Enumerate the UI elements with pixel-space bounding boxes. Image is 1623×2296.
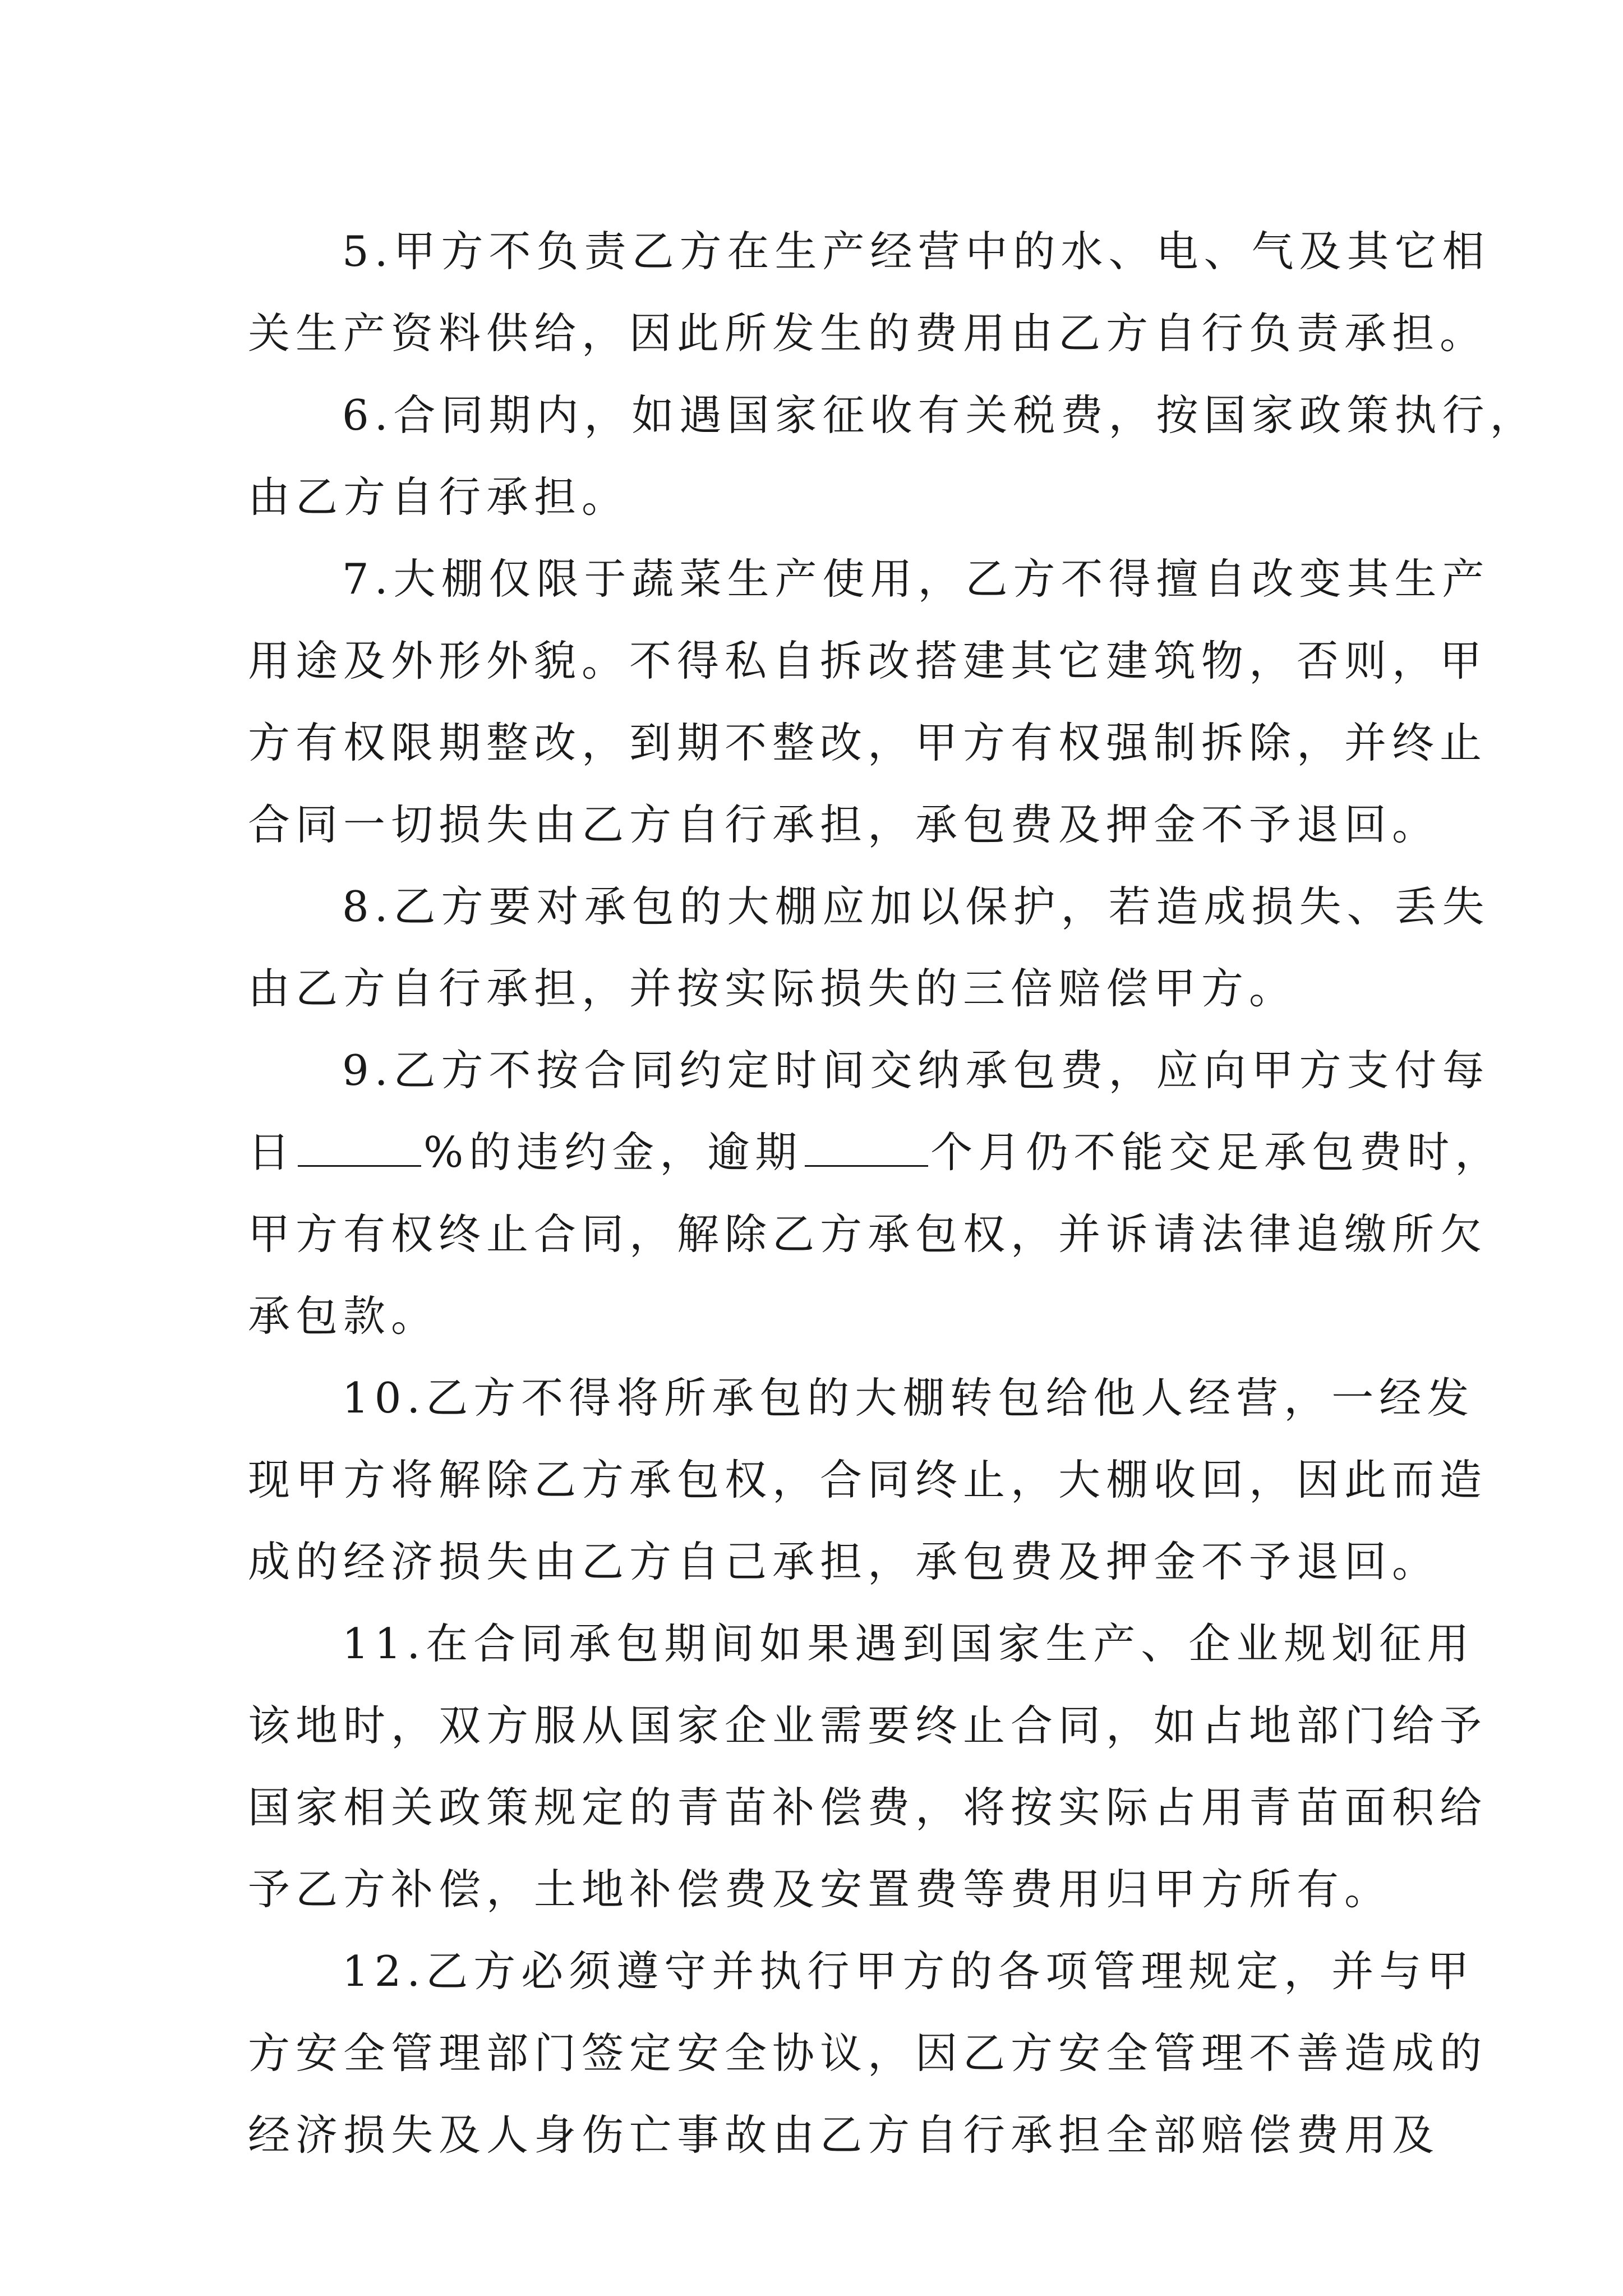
clause-5 xyxy=(248,210,1490,374)
clause-8 xyxy=(248,866,1490,1029)
clause-5-line-1: 5.甲方不负责乙方在生产经营中的水、电、气及其它相 xyxy=(342,227,1490,276)
clause-10 xyxy=(248,1357,1488,1603)
clause-7-line-1: 7.大棚仅限于蔬菜生产使用，乙方不得擅自改变其生产 xyxy=(342,554,1490,604)
clause-12-line-2: 方安全管理部门签定安全协议，因乙方安全管理不善造成的 xyxy=(248,2028,1488,2078)
clause-11-line-4: 予乙方补偿，土地补偿费及安置费等费用归甲方所有。 xyxy=(248,1865,1393,1914)
clause-7 xyxy=(248,538,1490,866)
clause-9-line-2 xyxy=(248,1111,1503,1193)
clause-11-line-3: 国家相关政策规定的青苗补偿费，将按实际占用青苗面积给 xyxy=(248,1783,1488,1832)
clause-9-line-3: 甲方有权终止合同，解除乙方承包权，并诉请法律追缴所欠 xyxy=(248,1209,1488,1259)
clause-7-line-3: 方有权限期整改，到期不整改，甲方有权强制拆除，并终止 xyxy=(248,718,1488,767)
penalty-rate-blank xyxy=(298,1128,421,1167)
clause-6 xyxy=(248,374,1538,538)
clause-10-line-3: 成的经济损失由乙方自己承担，承包费及押金不予退回。 xyxy=(248,1537,1440,1586)
clause-9 xyxy=(248,1029,1503,1357)
clause-12-line-1: 12.乙方必须遵守并执行甲方的各项管理规定，并与甲 xyxy=(342,1947,1475,1996)
clause-7-line-2: 用途及外形外貌。不得私自拆改搭建其它建筑物，否则，甲 xyxy=(248,636,1488,685)
clause-10-line-2: 现甲方将解除乙方承包权，合同终止，大棚收回，因此而造 xyxy=(248,1455,1488,1504)
clause-11-line-2: 该地时，双方服从国家企业需要终止合同，如占地部门给予 xyxy=(248,1701,1488,1750)
clause-8-line-1: 8.乙方要对承包的大棚应加以保护，若造成损失、丢失 xyxy=(342,882,1490,931)
clause-8-line-2: 由乙方自行承担，并按实际损失的三倍赔偿甲方。 xyxy=(248,964,1297,1013)
clause-5-line-2: 关生产资料供给，因此所发生的费用由乙方自行负责承担。 xyxy=(248,309,1488,358)
clause-12-line-3: 经济损失及人身伤亡事故由乙方自行承担全部赔偿费用及 xyxy=(248,2110,1440,2160)
clause-9-day-text: 日 xyxy=(248,1128,296,1177)
clause-12 xyxy=(248,1930,1488,2176)
clause-9-months-text: 个月仍不能交足承包费时， xyxy=(930,1128,1503,1177)
clause-6-line-2: 由乙方自行承担。 xyxy=(248,472,630,522)
clause-11 xyxy=(248,1603,1488,1930)
clause-9-line-1: 9.乙方不按合同约定时间交纳承包费，应向甲方支付每 xyxy=(342,1046,1490,1095)
overdue-months-blank xyxy=(805,1128,928,1167)
clause-6-line-1: 6.合同期内，如遇国家征收有关税费，按国家政策执行， xyxy=(342,390,1538,440)
contract-body xyxy=(248,210,1538,2176)
clause-10-line-1: 10.乙方不得将所承包的大棚转包给他人经营，一经发 xyxy=(342,1373,1475,1423)
clause-9-line-4: 承包款。 xyxy=(248,1291,439,1341)
clause-9-rate-text: %的违约金，逾期 xyxy=(423,1128,803,1177)
clause-7-line-4: 合同一切损失由乙方自行承担，承包费及押金不予退回。 xyxy=(248,800,1440,849)
clause-11-line-1: 11.在合同承包期间如果遇到国家生产、企业规划征用 xyxy=(342,1619,1475,1668)
